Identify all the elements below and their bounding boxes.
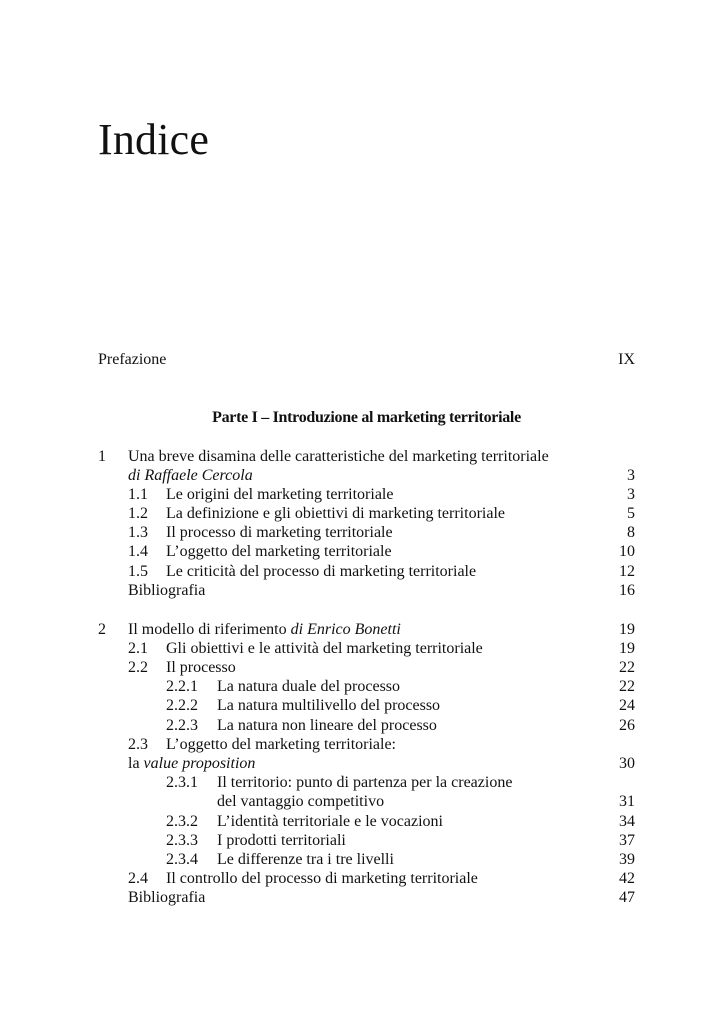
toc-entry-title: Prefazione (98, 351, 167, 368)
toc-page-number: 34 (619, 813, 635, 830)
section-number: 2.1 (128, 640, 148, 657)
toc-subsection[interactable] (98, 831, 635, 850)
toc-page-number: 47 (619, 889, 635, 906)
section-title: L’oggetto del marketing territoriale (166, 543, 392, 560)
section-title-prefix: la (128, 755, 140, 772)
toc-subsection[interactable] (98, 696, 635, 715)
section-number: 1.5 (128, 563, 148, 580)
chapter-author: di Enrico Bonetti (290, 621, 401, 638)
bibliography-label: Bibliografia (128, 582, 206, 599)
toc-section-continuation (98, 754, 635, 773)
subsection-title: Il territorio: punto di partenza per la creazione (217, 774, 513, 791)
chapter-number: 1 (98, 448, 106, 465)
toc-section[interactable] (98, 869, 635, 888)
toc-page-number: 5 (627, 505, 635, 522)
subsection-title: La natura multilivello del processo (217, 697, 441, 714)
section-title: L’oggetto del marketing territoriale: (166, 736, 396, 753)
section-number: 2.2 (128, 659, 148, 676)
section-title: Il processo di marketing territoriale (166, 524, 393, 541)
toc-page-number: 31 (619, 793, 635, 810)
subsection-number: 2.3.3 (166, 832, 198, 849)
section-title: La definizione e gli obiettivi di marketing territoriale (166, 505, 505, 522)
toc-page-number: 39 (619, 851, 635, 868)
section-title: Le origini del marketing territoriale (166, 486, 394, 503)
toc-subsection[interactable] (98, 773, 635, 792)
toc-section[interactable] (98, 639, 635, 658)
part-heading: Parte I – Introduzione al marketing territoriale (212, 409, 521, 426)
section-number: 1.4 (128, 543, 148, 560)
subsection-number: 2.3.4 (166, 851, 198, 868)
subsection-number: 2.2.2 (166, 697, 198, 714)
toc-subsection[interactable] (98, 812, 635, 831)
subsection-title: La natura duale del processo (217, 678, 401, 695)
subsection-title: La natura non lineare del processo (217, 717, 437, 734)
chapter-number: 2 (98, 621, 106, 638)
toc-page-number: IX (618, 351, 635, 368)
section-number: 1.2 (128, 505, 148, 522)
toc-section[interactable] (98, 523, 635, 542)
subsection-number: 2.3.1 (166, 774, 198, 791)
toc-subsection[interactable] (98, 850, 635, 869)
section-title-italic: value proposition (143, 755, 256, 772)
bibliography-label: Bibliografia (128, 889, 206, 906)
chapter-author: di Raffaele Cercola (128, 467, 253, 484)
subsection-title: L’identità territoriale e le vocazioni (217, 813, 443, 830)
toc-bibliography[interactable] (98, 888, 635, 907)
subsection-number: 2.3.2 (166, 813, 198, 830)
toc-page-number: 42 (619, 870, 635, 887)
toc-page-number: 37 (619, 832, 635, 849)
toc-section[interactable] (98, 562, 635, 581)
toc-page-number: 10 (619, 543, 635, 560)
subsection-title-continued: del vantaggio competitivo (217, 793, 385, 810)
subsection-number: 2.2.3 (166, 717, 198, 734)
subsection-title: I prodotti territoriali (217, 832, 346, 849)
section-title: Le criticità del processo di marketing territoriale (166, 563, 477, 580)
section-title-continued (128, 754, 255, 773)
section-number: 1.3 (128, 524, 148, 541)
toc-page-number: 8 (627, 524, 635, 541)
toc-page-number: 26 (619, 717, 635, 734)
section-title: Il processo (166, 659, 236, 676)
toc-chapter-2[interactable] (98, 620, 635, 639)
toc-page-number: 19 (619, 640, 635, 657)
page-title: Indice (98, 115, 210, 164)
toc-subsection[interactable] (98, 716, 635, 735)
toc-entry-preface[interactable] (98, 350, 635, 369)
toc-page-number: 3 (627, 467, 635, 484)
section-title: Il controllo del processo di marketing territoriale (166, 870, 478, 887)
toc-subsection[interactable] (98, 677, 635, 696)
subsection-title: Le differenze tra i tre livelli (217, 851, 394, 868)
toc-section[interactable] (98, 542, 635, 561)
toc-section[interactable] (98, 735, 635, 754)
toc-page-number: 22 (619, 659, 635, 676)
toc-page-number: 30 (619, 755, 635, 772)
section-number: 2.4 (128, 870, 148, 887)
section-number: 1.1 (128, 486, 148, 503)
subsection-number: 2.2.1 (166, 678, 198, 695)
toc-page-number: 24 (619, 697, 635, 714)
section-title: Gli obiettivi e le attività del marketing territoriale (166, 640, 483, 657)
chapter-title-line (128, 620, 401, 639)
chapter-title: Una breve disamina delle caratteristiche del marketing territoriale (128, 448, 549, 465)
toc-bibliography[interactable] (98, 581, 635, 600)
toc-section[interactable] (98, 504, 635, 523)
chapter-title: Il modello di riferimento (128, 621, 287, 638)
toc-subsection-continuation (98, 792, 635, 811)
toc-section[interactable] (98, 658, 635, 677)
section-number: 2.3 (128, 736, 148, 753)
toc-section[interactable] (98, 485, 635, 504)
toc-chapter-1-author (98, 466, 635, 485)
toc-page-number: 16 (619, 582, 635, 599)
toc-page-number: 12 (619, 563, 635, 580)
toc-page-number: 22 (619, 678, 635, 695)
toc-page-number: 3 (627, 486, 635, 503)
toc-chapter-1[interactable] (98, 447, 635, 466)
toc-page-number: 19 (619, 621, 635, 638)
